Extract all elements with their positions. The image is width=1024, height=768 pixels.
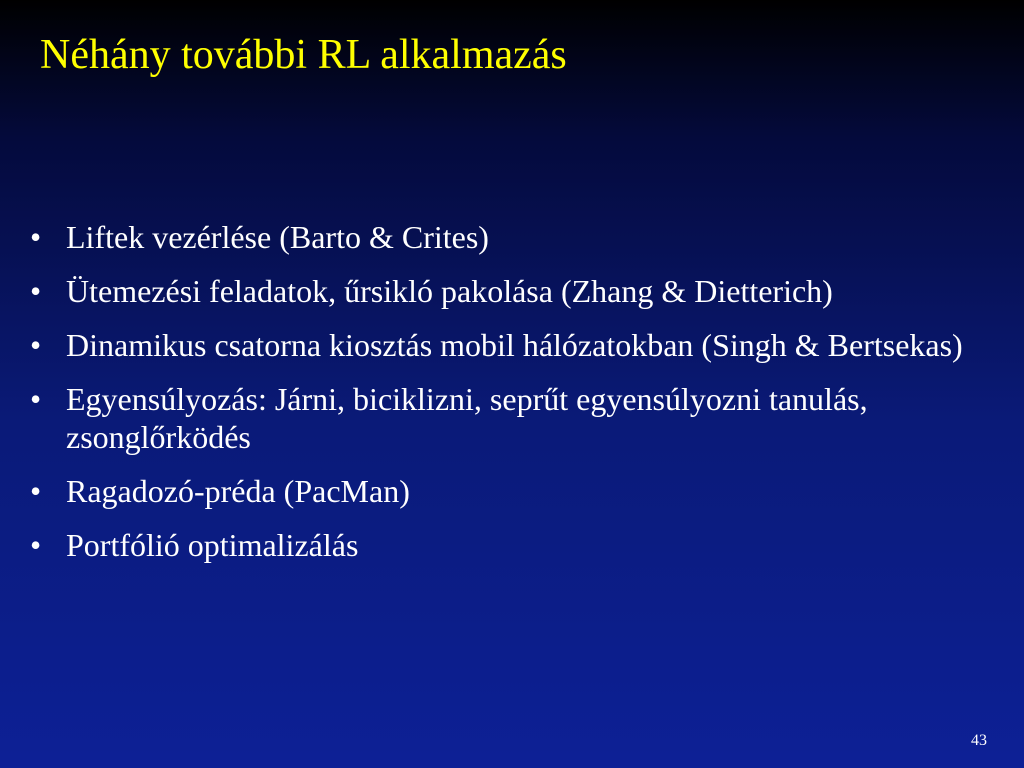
bullet-text: Ütemezési feladatok, űrsikló pakolása (Zhang & Dietterich) bbox=[66, 273, 833, 309]
bullet-item bbox=[30, 380, 970, 456]
bullet-marker: • bbox=[30, 527, 42, 563]
bullet-text: Egyensúlyozás: Járni, biciklizni, seprűt egyensúlyozni tanulás, zsonglőrködés bbox=[66, 381, 868, 455]
bullet-marker: • bbox=[30, 381, 42, 417]
bullet-text: Liftek vezérlése (Barto & Crites) bbox=[66, 219, 489, 255]
bullet-marker: • bbox=[30, 327, 42, 363]
bullet-item bbox=[30, 472, 970, 510]
bullet-item bbox=[30, 526, 970, 564]
bullet-marker: • bbox=[30, 219, 42, 255]
slide-title: Néhány további RL alkalmazás bbox=[40, 32, 567, 78]
bullet-item bbox=[30, 326, 970, 364]
bullet-text: Portfólió optimalizálás bbox=[66, 527, 359, 563]
bullet-item bbox=[30, 218, 970, 256]
bullet-item bbox=[30, 272, 970, 310]
bullet-list bbox=[30, 218, 970, 580]
bullet-text: Ragadozó-préda (PacMan) bbox=[66, 473, 410, 509]
bullet-marker: • bbox=[30, 473, 42, 509]
slide-number: 43 bbox=[971, 732, 987, 749]
bullet-text: Dinamikus csatorna kiosztás mobil hálózatokban (Singh & Bertsekas) bbox=[66, 327, 963, 363]
bullet-marker: • bbox=[30, 273, 42, 309]
